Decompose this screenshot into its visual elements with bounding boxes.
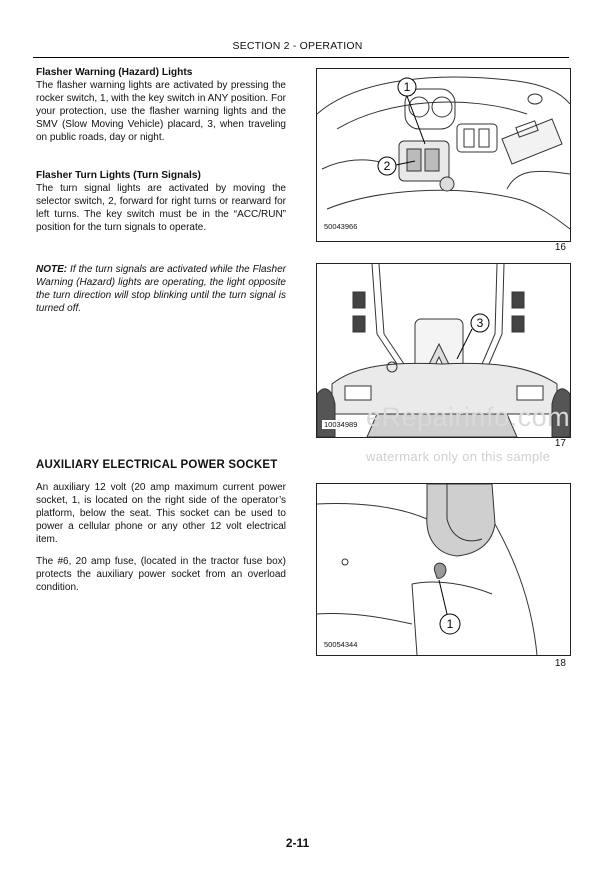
note-body: If the turn signals are activated while the Flasher Warning (Hazard) lights are operating, the light opposite the turn direction will stop blinking until the turn signal is turned off. [36,264,286,314]
flasher-warning-block [36,66,286,144]
aux-section-title: AUXILIARY ELECTRICAL POWER SOCKET [36,459,278,471]
dashboard-illustration [317,69,570,241]
figure-16-number: 16 [554,242,566,253]
callout-2-fig16: 2 [383,159,391,173]
aux-para-2: The #6, 20 amp fuse, (located in the tractor fuse box) protects the auxiliary power socket from an overload condition. [36,556,286,593]
figure-16-dashboard [316,68,571,242]
watermark-note: watermark only on this sample [366,449,551,464]
figure-18-number: 18 [554,658,566,669]
figure-18-power-socket [316,483,571,656]
header-rule [33,57,569,58]
figure-16-code: 50043966 [324,222,358,231]
figure-18-code: 50054344 [324,640,358,649]
flasher-turn-body: The turn signal lights are activated by moving the selector switch, 2, forward for right turns or rearward for left turns. The key switch must be in the “ACC/RUN” position for the turn signals to operate. [36,183,286,233]
flasher-turn-block [36,169,286,234]
section-header: SECTION 2 - OPERATION [232,40,363,52]
flasher-turn-title: Flasher Turn Lights (Turn Signals) [36,170,201,181]
note-block [36,263,286,315]
power-socket-illustration [317,484,570,655]
note-label: NOTE: [36,264,68,275]
callout-1-fig18: 1 [446,617,454,631]
figure-17-code: 10034989 [324,420,358,429]
flasher-warning-body: The flasher warning lights are activated by pressing the rocker switch, 1, with the key switch in ANY position. For your protection, use the flasher warning lights and the SMV (Slow Moving Vehicle) placard, 3, when traveling on public roads, day or night. [36,80,286,143]
aux-para-1: An auxiliary 12 volt (20 amp maximum current power socket, 1, is located on the right side of the operator’s platform, below the seat. This socket can be used to power a cellular phone or any other 12 volt electrical item. [36,482,286,545]
page-number: 2-11 [285,836,310,850]
figure-17-number: 17 [554,438,566,449]
watermark-site: eRepairinfo.com [366,402,571,432]
aux-block [36,481,286,594]
flasher-warning-title: Flasher Warning (Hazard) Lights [36,67,193,78]
callout-1-fig16: 1 [403,80,411,94]
callout-3-fig17: 3 [476,316,484,330]
